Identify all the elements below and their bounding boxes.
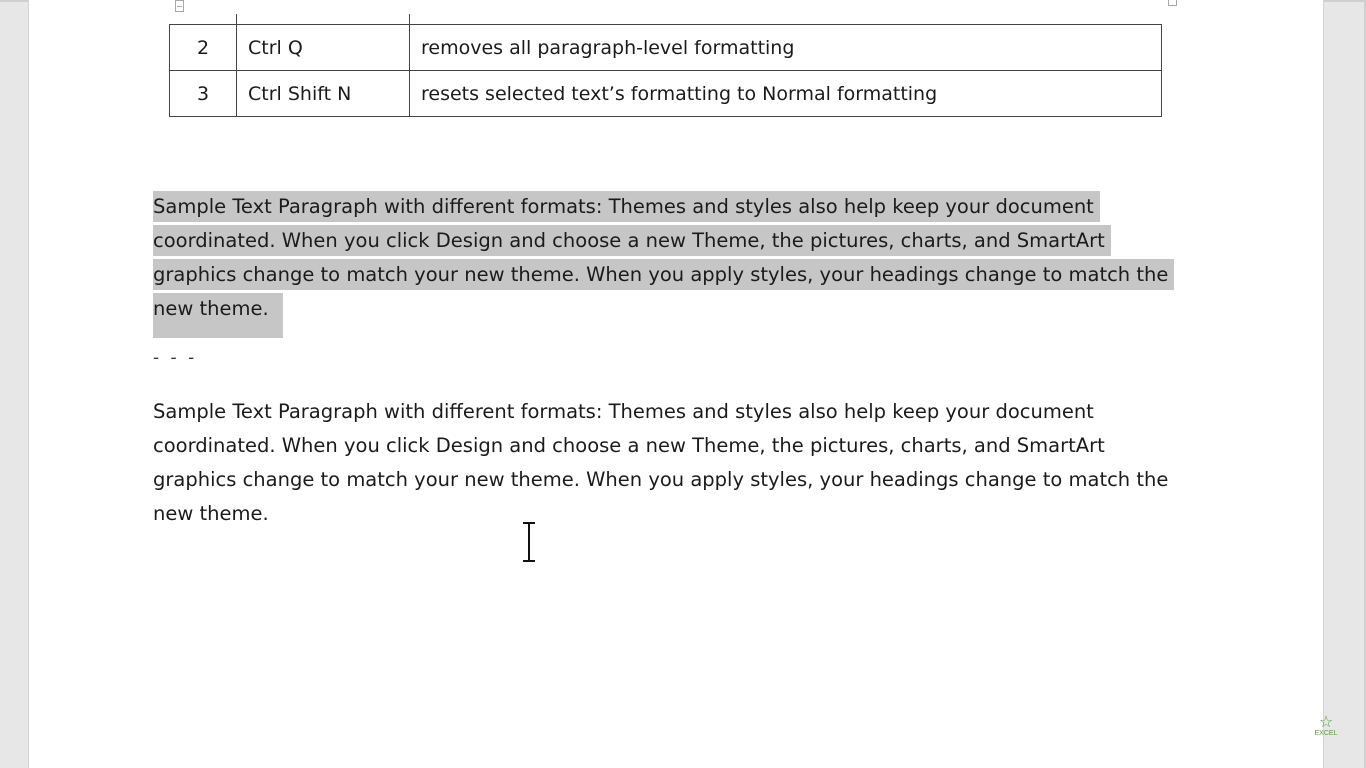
paragraph-line <box>153 292 1253 326</box>
body-paragraph[interactable] <box>153 395 1253 531</box>
star-icon: ☆ <box>1318 712 1334 731</box>
table-row[interactable] <box>170 25 1162 71</box>
paragraph-line-text: graphics change to match your new theme. When you apply styles, your headings change to match the <box>153 259 1174 290</box>
shortcut-key-cell[interactable]: Ctrl Q <box>237 25 410 71</box>
shortcuts-table[interactable] <box>169 24 1162 117</box>
paragraph-line <box>153 463 1253 497</box>
document-page[interactable] <box>28 0 1324 768</box>
paragraph-line-text: coordinated. When you click Design and choose a new Theme, the pictures, charts, and SmartArt <box>153 434 1105 457</box>
paragraph-line <box>153 395 1253 429</box>
text-cursor-icon <box>522 522 536 562</box>
separator-text: - - - <box>153 348 198 368</box>
paragraph-line-text: graphics change to match your new theme. When you apply styles, your headings change to match the <box>153 468 1169 491</box>
watermark-text: EXCEL <box>1314 730 1338 737</box>
shortcut-key-cell[interactable]: Ctrl Shift N <box>237 71 410 117</box>
table-move-handle-icon[interactable] <box>175 0 184 12</box>
table-column-line <box>236 14 237 24</box>
watermark-logo <box>1310 714 1342 744</box>
paragraph-line <box>153 429 1253 463</box>
shortcut-description-cell[interactable]: resets selected text’s formatting to Normal formatting <box>410 71 1162 117</box>
paragraph-line-text: coordinated. When you click Design and choose a new Theme, the pictures, charts, and SmartArt <box>153 225 1111 256</box>
table-column-line <box>409 14 410 24</box>
paragraph-line-text: Sample Text Paragraph with different formats: Themes and styles also help keep your document <box>153 400 1094 423</box>
selected-paragraph[interactable] <box>153 190 1253 326</box>
row-number-cell[interactable]: 3 <box>170 71 237 117</box>
row-number-cell[interactable]: 2 <box>170 25 237 71</box>
paragraph-line <box>153 224 1253 258</box>
paragraph-line <box>153 258 1253 292</box>
shortcut-description-cell[interactable]: removes all paragraph-level formatting <box>410 25 1162 71</box>
paragraph-line-text: Sample Text Paragraph with different formats: Themes and styles also help keep your document <box>153 191 1100 222</box>
paragraph-line-text: new theme. <box>153 502 269 525</box>
paragraph-line-text: new theme. <box>153 293 283 338</box>
table-row[interactable] <box>170 71 1162 117</box>
paragraph-line <box>153 497 1253 531</box>
table-resize-handle-icon[interactable] <box>1168 0 1177 6</box>
paragraph-line <box>153 190 1253 224</box>
